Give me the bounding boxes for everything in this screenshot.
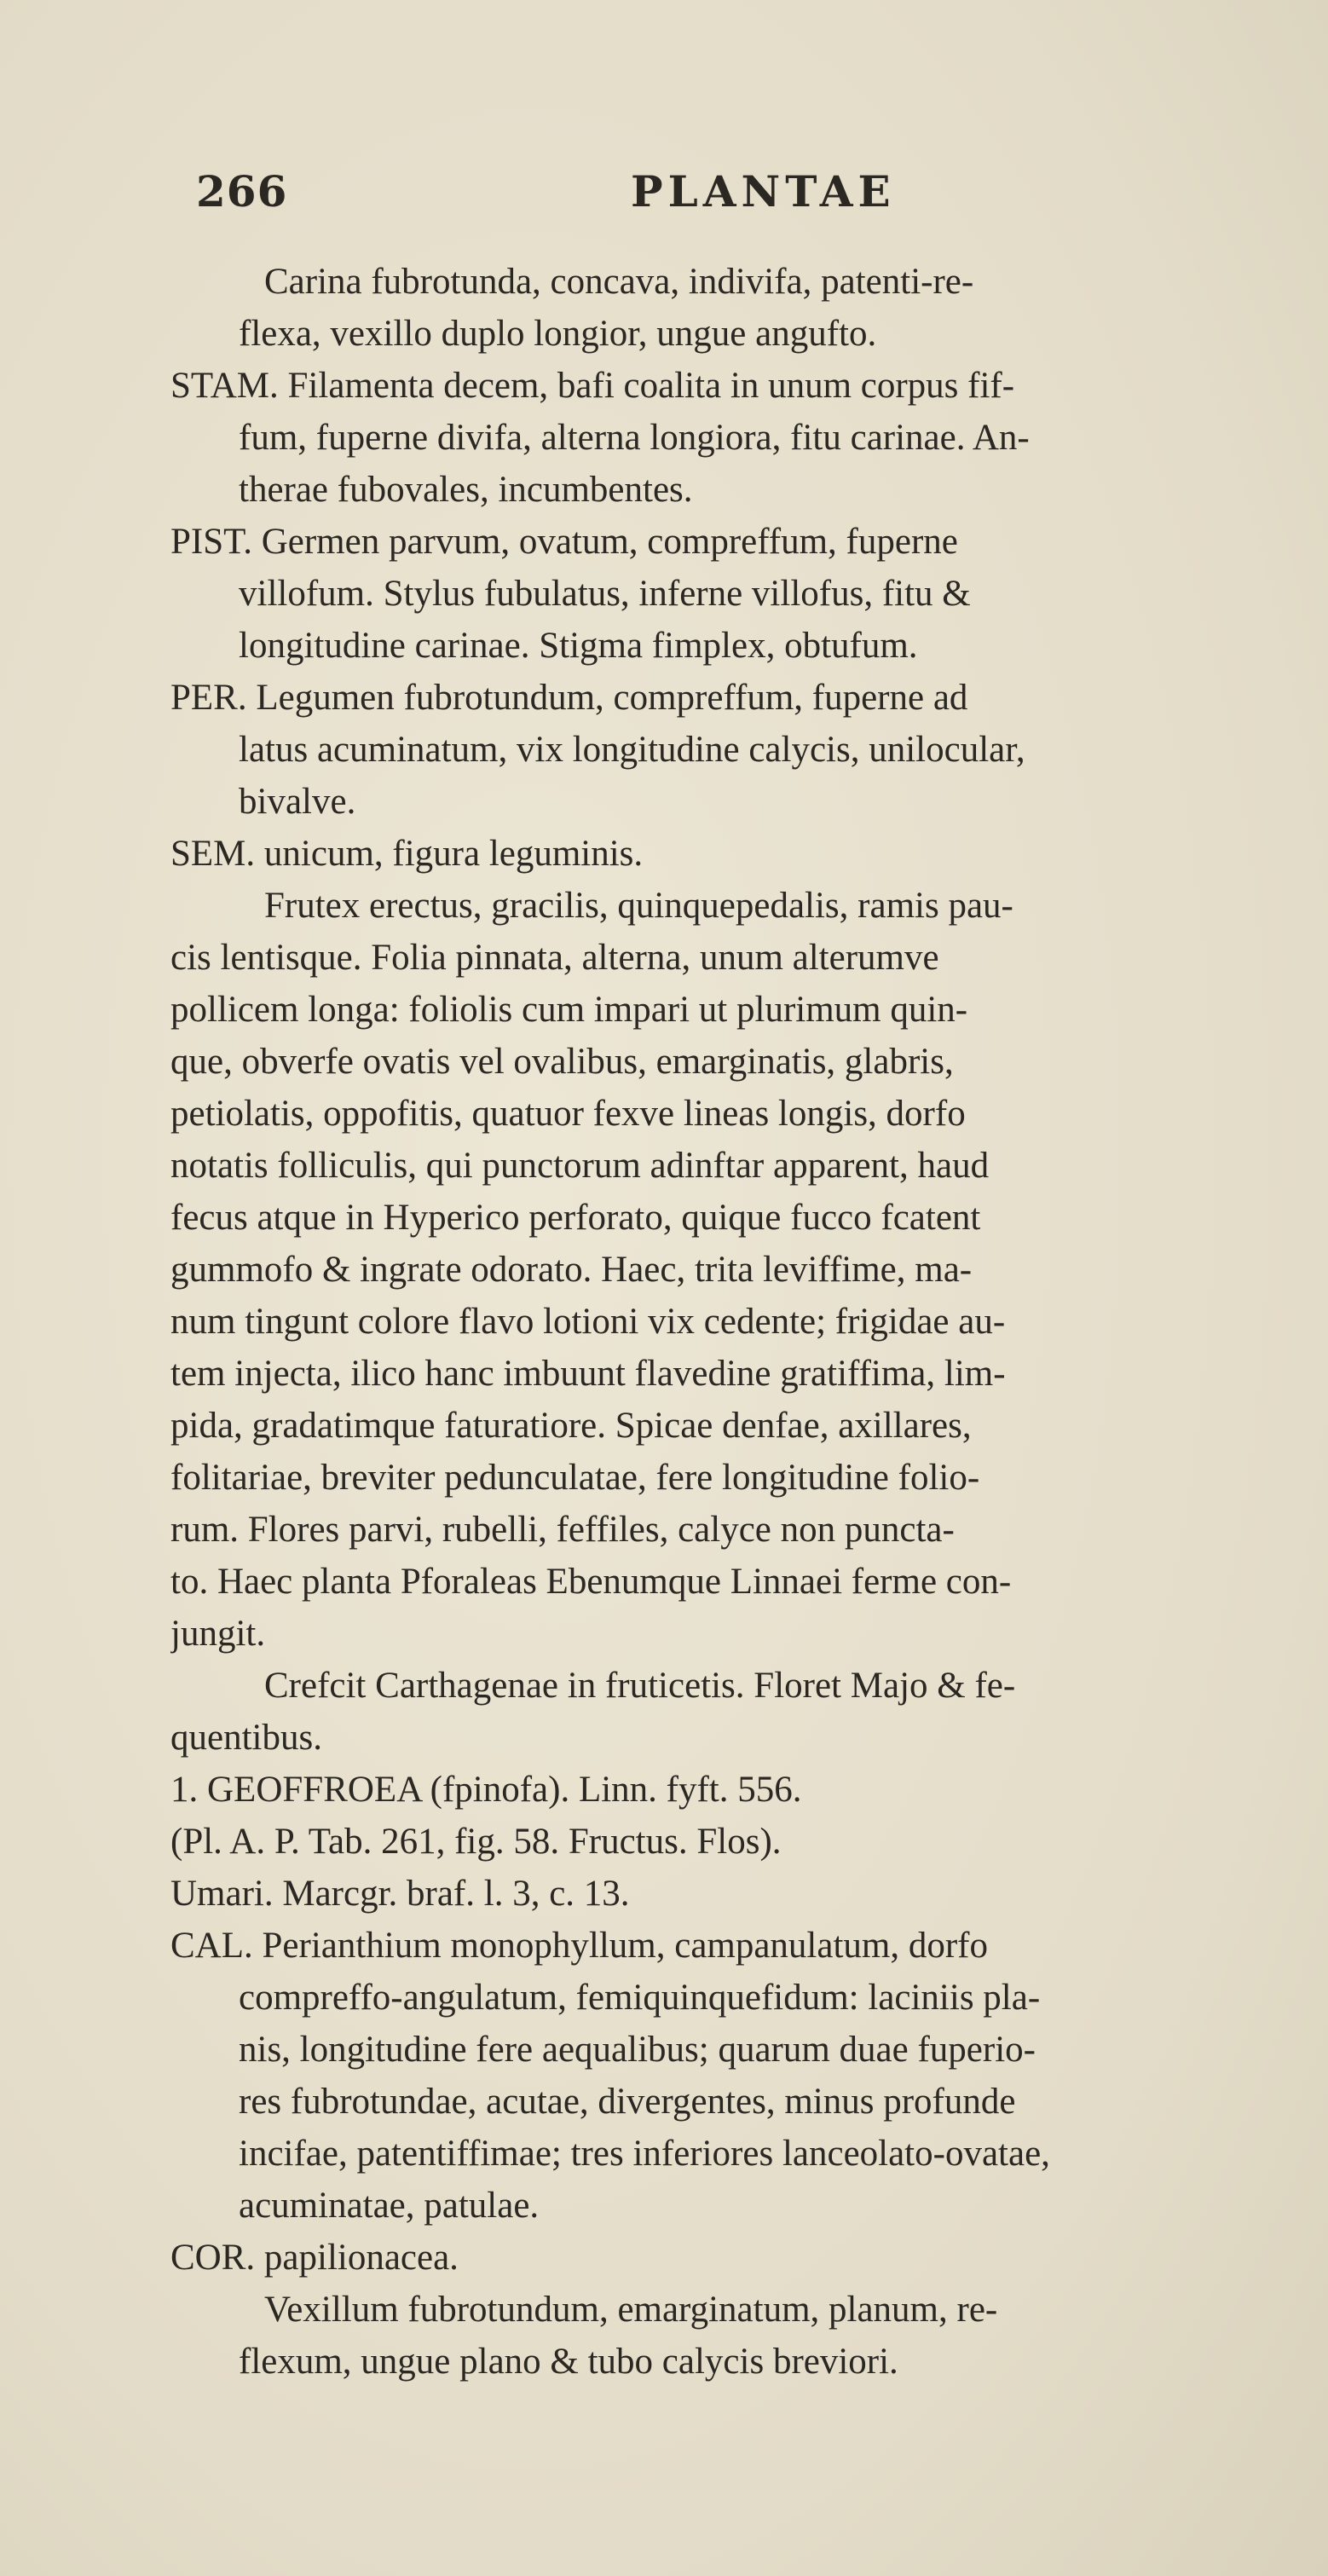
text-line: acuminatae, patulae. <box>239 2186 540 2226</box>
text-line: num tingunt colore flavo lotioni vix cedente; frigidae au- <box>170 1302 1006 1342</box>
text-line: CAL. Perianthium monophyllum, campanulatum, dorfo <box>170 1926 988 1966</box>
text-line: Crefcit Carthagenae in fruticetis. Floret Majo & fe- <box>264 1666 1016 1706</box>
text-line: nis, longitudine fere aequalibus; quarum duae fuperio- <box>239 2030 1036 2070</box>
text-line: flexa, vexillo duplo longior, ungue angufto. <box>239 314 877 354</box>
page-header <box>196 166 1287 217</box>
text-line: flexum, ungue plano & tubo calycis breviori. <box>239 2342 898 2382</box>
text-line: Umari. Marcgr. braf. l. 3, c. 13. <box>170 1874 630 1914</box>
text-line: STAM. Filamenta decem, bafi coalita in unum corpus fif- <box>170 366 1015 406</box>
text-line: PER. Legumen fubrotundum, compreffum, fuperne ad <box>170 678 968 718</box>
text-line: fum, fuperne divifa, alterna longiora, fitu carinae. An- <box>239 418 1030 458</box>
text-line: quentibus. <box>170 1718 322 1758</box>
text-line: gummofo & ingrate odorato. Haec, trita leviffime, ma- <box>170 1250 973 1290</box>
text-line: COR. papilionacea. <box>170 2238 459 2278</box>
body-text <box>170 256 1308 2388</box>
text-line: compreffo-angulatum, femiquinquefidum: laciniis pla- <box>239 1978 1041 2018</box>
text-line: tem injecta, ilico hanc imbuunt flavedine gratiffima, lim- <box>170 1354 1006 1394</box>
running-head: PLANTAE <box>631 166 896 217</box>
text-line: incifae, patentiffimae; tres inferiores lanceolato-ovatae, <box>239 2134 1050 2174</box>
text-line: to. Haec planta Pforaleas Ebenumque Linnaei ferme con- <box>170 1562 1012 1602</box>
text-line: 1. GEOFFROEA (fpinofa). Linn. fyft. 556. <box>170 1770 802 1810</box>
text-line: petiolatis, oppofitis, quatuor fexve lineas longis, dorfo <box>170 1094 966 1134</box>
text-line: villofum. Stylus fubulatus, inferne villofus, fitu & <box>239 574 971 614</box>
text-line: res fubrotundae, acutae, divergentes, minus profunde <box>239 2082 1016 2122</box>
text-line: (Pl. A. P. Tab. 261, fig. 58. Fructus. Flos). <box>170 1822 782 1862</box>
text-line: fecus atque in Hyperico perforato, quique fucco fcatent <box>170 1198 981 1238</box>
text-line: rum. Flores parvi, rubelli, feffiles, calyce non puncta- <box>170 1510 955 1550</box>
text-line: therae fubovales, incumbentes. <box>239 470 693 510</box>
page-number: 266 <box>196 166 288 217</box>
text-line: bivalve. <box>239 782 356 822</box>
text-line: Frutex erectus, gracilis, quinquepedalis, ramis pau- <box>264 886 1013 926</box>
text-line: folitariae, breviter pedunculatae, fere longitudine folio- <box>170 1458 980 1498</box>
text-line: Vexillum fubrotundum, emarginatum, planum, re- <box>264 2290 998 2330</box>
text-line: Carina fubrotunda, concava, indivifa, patenti-re- <box>264 262 974 302</box>
text-line: longitudine carinae. Stigma fimplex, obtufum. <box>239 626 918 666</box>
text-line: PIST. Germen parvum, ovatum, compreffum, fuperne <box>170 522 958 562</box>
text-line: pollicem longa: foliolis cum impari ut plurimum quin- <box>170 990 968 1030</box>
text-line: SEM. unicum, figura leguminis. <box>170 834 644 874</box>
text-line: que, obverfe ovatis vel ovalibus, emarginatis, glabris, <box>170 1042 954 1082</box>
text-line: pida, gradatimque faturatiore. Spicae denfae, axillares, <box>170 1406 972 1446</box>
text-line: notatis folliculis, qui punctorum adinftar apparent, haud <box>170 1146 990 1186</box>
text-line: latus acuminatum, vix longitudine calycis, unilocular, <box>239 730 1025 770</box>
text-line: cis lentisque. Folia pinnata, alterna, unum alterumve <box>170 938 939 978</box>
text-line: jungit. <box>170 1614 266 1654</box>
